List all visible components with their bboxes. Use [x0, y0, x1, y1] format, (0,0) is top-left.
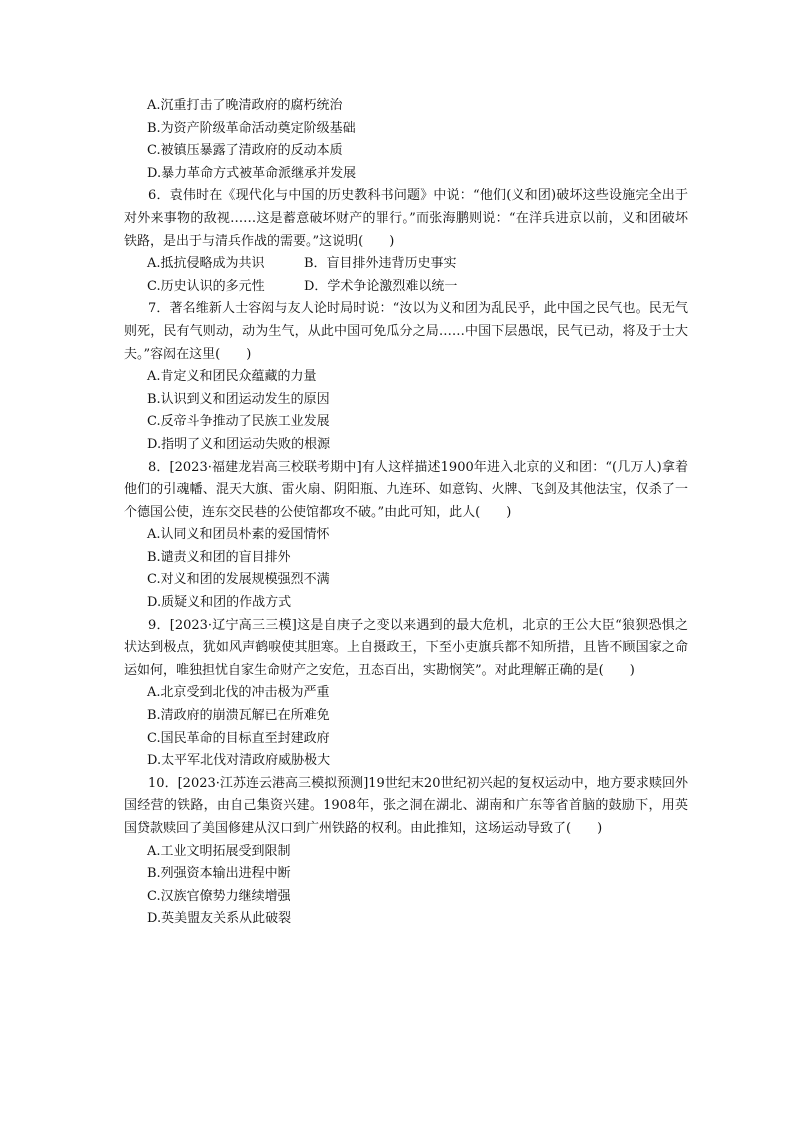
option-d: D.质疑义和团的作战方式: [147, 595, 292, 611]
option-b: B.清政府的崩溃瓦解已在所难免: [147, 708, 330, 724]
option-a: A.肯定义和团民众蕴藏的力量: [147, 369, 317, 385]
question-8: [124, 457, 688, 615]
option-b: B.认识到义和团运动发生的原因: [147, 391, 330, 407]
options-row: [124, 253, 688, 276]
option-a: A.工业文明拓展受到限制: [147, 843, 291, 859]
question-7: [124, 298, 688, 456]
option-a: A.沉重打击了晚清政府的腐朽统治: [147, 98, 343, 113]
option-d: D.太平军北伐对清政府威胁极大: [147, 753, 331, 769]
option-a: A.抵抗侵略成为共识: [147, 256, 265, 272]
question-9: [124, 615, 688, 773]
question-stem: 8．[2023·福建龙岩高三校联考期中]有人这样描述1900年进入北京的义和团：“(几万人)拿着他们的引魂幡、混天大旗、雷火扇、阴阳瓶、九连环、如意钩、火牌、飞剑及其他法宝，仅杀了一个德国公使，连东交民巷的公使馆都攻不破。”由此可知，此人( ): [124, 459, 688, 520]
question-stem: 10．[2023·江苏连云港高三模拟预测]19世纪末20世纪初兴起的复权运动中，地方要求赎回外国经营的铁路，由自己集资兴建。1908年，张之洞在湖北、湖南和广东等省首脑的鼓励下，用英国贷款赎回了美国修建从汉口到广州铁路的权利。由此推知，这场运动导致了( ): [124, 775, 688, 836]
options-row: [124, 276, 688, 299]
option-c: C.对义和团的发展规模强烈不满: [147, 572, 330, 588]
question-stem: 7．著名维新人士容闳与友人论时局时说：“汝以为义和团为乱民乎，此中国之民气也。民无气则死，民有气则动，动为生气，从此中国可免瓜分之局……中国下层愚氓，民气已动，将及于士大夫。”容闳在这里( ): [124, 301, 688, 362]
option-c: C.反帝斗争推动了民族工业发展: [147, 414, 330, 430]
question-content: [124, 95, 688, 931]
question-6: [124, 185, 688, 298]
option-c: C.汉族官僚势力继续增强: [147, 888, 291, 904]
question-stem: 6．袁伟时在《现代化与中国的历史教科书问题》中说：“他们(义和团)破坏这些设施完全出于对外来事物的敌视……这是蓄意破坏财产的罪行。”而张海鹏则说：“在洋兵进京以前，义和团破坏铁路，是出于与清兵作战的需要。”这说明( ): [124, 188, 688, 249]
option-b: B.列强资本输出进程中断: [147, 866, 291, 882]
option-a: A.北京受到北伐的冲击极为严重: [147, 685, 330, 701]
option-c: C.历史认识的多元性: [147, 278, 265, 294]
option-d: D．学术争论激烈难以统一: [304, 278, 458, 294]
option-d: D.指明了义和团运动失败的根源: [147, 436, 331, 452]
option-b: B．盲目排外违背历史事实: [304, 256, 457, 272]
question-stem: 9．[2023·辽宁高三三模]这是自庚子之变以来遇到的最大危机，北京的王公大臣“狼狈恐惧之状达到极点，犹如风声鹤唳使其胆寒。上自摄政王，下至小吏旗兵都不知所措，且皆不顾国家之命运如何，唯独担忧自家生命财产之安危，丑态百出，实勘悯笑”。对此理解正确的是( ): [124, 617, 688, 678]
question-10: [124, 773, 688, 931]
option-d: D.英美盟友关系从此破裂: [147, 911, 292, 927]
option-b: B.为资产阶级革命活动奠定阶级基础: [147, 120, 356, 136]
option-d: D.暴力革命方式被革命派继承并发展: [147, 165, 357, 181]
question-5-options: [124, 95, 688, 185]
option-a: A.认同义和团员朴素的爱国情怀: [147, 527, 330, 543]
option-c: C.被镇压暴露了清政府的反动本质: [147, 143, 343, 159]
option-c: C.国民革命的目标直至封建政府: [147, 730, 330, 746]
option-b: B.谴责义和团的盲目排外: [147, 549, 291, 565]
